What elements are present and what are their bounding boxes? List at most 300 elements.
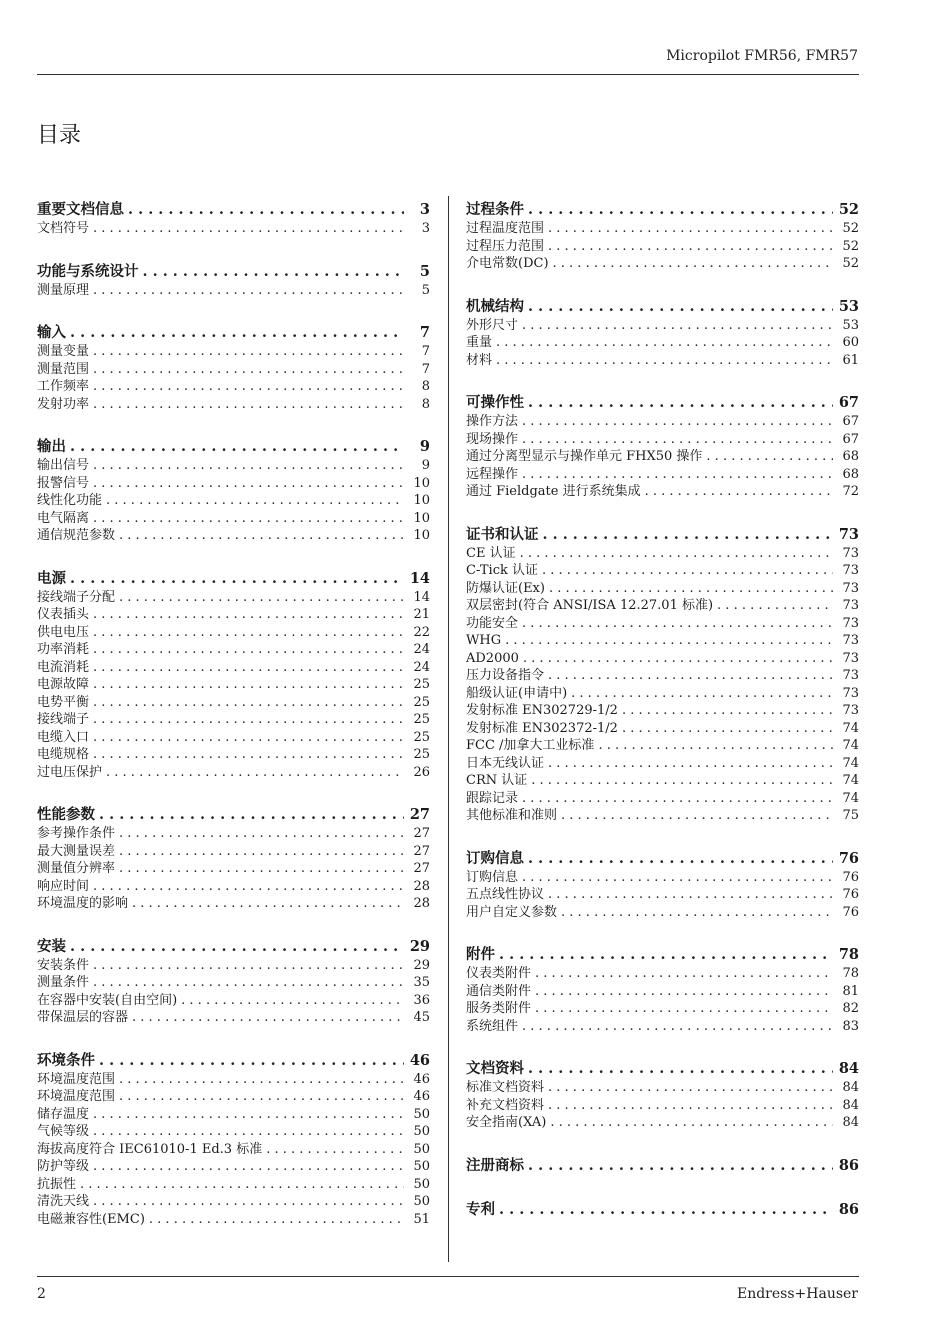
dot-leader — [549, 580, 833, 598]
column-divider — [448, 196, 449, 1262]
toc-entry-page: 83 — [842, 1018, 859, 1034]
toc-entry-page: 67 — [842, 414, 859, 429]
toc-entry-page: 67 — [842, 431, 859, 447]
toc-entry-page: 74 — [842, 755, 859, 771]
toc-entry-label: 电源故障 — [37, 677, 90, 692]
toc-entry-page: 10 — [413, 528, 430, 543]
toc-entry[interactable] — [37, 457, 430, 475]
toc-entry[interactable] — [37, 746, 430, 764]
toc-entry-label: 电势平衡 — [37, 694, 90, 710]
toc-entry-label: 重量 — [466, 335, 493, 350]
toc-entry[interactable] — [37, 825, 430, 843]
toc-entry-label: 参考操作条件 — [37, 826, 116, 841]
dot-leader — [93, 694, 404, 712]
toc-entry[interactable] — [37, 992, 430, 1010]
dot-leader — [93, 361, 404, 379]
toc-entry[interactable] — [466, 317, 859, 335]
toc-entry-page: 51 — [413, 1211, 430, 1227]
toc-entry-label: 供电电压 — [37, 624, 90, 640]
dot-leader — [93, 510, 404, 528]
toc-entry-page: 24 — [413, 659, 430, 675]
toc-entry-label: 防爆认证(Ex) — [466, 580, 545, 596]
toc-entry[interactable] — [37, 895, 430, 913]
toc-entry-page: 9 — [419, 438, 430, 455]
toc-entry-page: 29 — [409, 937, 430, 955]
dot-leader — [70, 569, 404, 589]
toc-entry[interactable] — [466, 352, 859, 370]
dot-leader — [550, 1114, 833, 1132]
document-title: Micropilot FMR56, FMR57 — [666, 48, 858, 64]
dot-leader — [93, 457, 404, 475]
toc-left-column — [37, 200, 430, 1228]
toc-section-heading[interactable] — [466, 525, 859, 545]
toc-entry-label: 电磁兼容性(EMC) — [37, 1211, 145, 1227]
dot-leader — [143, 262, 405, 282]
toc-entry-page: 84 — [842, 1080, 859, 1095]
toc-entry[interactable] — [466, 650, 859, 668]
dot-leader — [106, 492, 404, 510]
toc-entry-label: 文档符号 — [37, 221, 90, 236]
toc-entry-label: 过程压力范围 — [466, 238, 545, 254]
toc-entry-page: 3 — [419, 201, 430, 218]
toc-entry-label: 订购信息 — [466, 869, 519, 885]
toc-entry-page: 5 — [421, 282, 430, 298]
toc-entry[interactable] — [37, 396, 430, 414]
toc-entry-label: 电缆规格 — [37, 747, 90, 762]
toc-section-heading[interactable] — [466, 945, 859, 965]
brand-name: Endress+Hauser — [736, 1286, 858, 1302]
toc-entry[interactable] — [466, 720, 859, 738]
dot-leader — [93, 878, 404, 896]
toc-entry-page: 76 — [842, 904, 859, 920]
toc-entry-label: 气候等级 — [37, 1124, 90, 1139]
toc-entry[interactable] — [466, 886, 859, 904]
dot-leader — [93, 1106, 404, 1124]
toc-entry-page: 10 — [413, 510, 430, 526]
dot-leader — [528, 1059, 833, 1079]
toc-entry-page: 3 — [421, 221, 430, 236]
toc-entry[interactable] — [37, 729, 430, 747]
toc-section — [466, 297, 859, 370]
footer-rule — [37, 1276, 859, 1277]
toc-entry[interactable] — [37, 589, 430, 607]
toc-entry-label: 服务类附件 — [466, 1001, 532, 1016]
toc-entry-page: 68 — [842, 449, 859, 464]
toc-entry[interactable] — [37, 641, 430, 659]
toc-entry-label: 安装条件 — [37, 957, 90, 973]
toc-entry-page: 22 — [413, 624, 430, 640]
toc-entry-page: 29 — [413, 957, 430, 973]
dot-leader — [119, 825, 404, 843]
toc-section-heading[interactable] — [37, 262, 430, 282]
toc-section — [37, 805, 430, 913]
dot-leader — [119, 1071, 404, 1089]
toc-entry-page: 25 — [413, 694, 430, 710]
toc-entry-label: 日本无线认证 — [466, 755, 545, 771]
toc-entry-label: 其他标准和准则 — [466, 808, 558, 823]
dot-leader — [520, 545, 833, 563]
toc-entry-page: 28 — [413, 896, 430, 911]
toc-entry-label: 储存温度 — [37, 1106, 90, 1122]
dot-leader — [548, 1079, 833, 1097]
toc-entry[interactable] — [466, 334, 859, 352]
toc-entry[interactable] — [37, 378, 430, 396]
toc-entry-label: 环境温度的影响 — [37, 896, 129, 911]
toc-entry-page: 73 — [842, 650, 859, 666]
toc-entry-page: 10 — [413, 493, 430, 508]
toc-entry[interactable] — [466, 1114, 859, 1132]
toc-entry[interactable] — [466, 1000, 859, 1018]
toc-entry-page: 36 — [413, 992, 430, 1008]
toc-entry-page: 52 — [838, 201, 859, 218]
toc-entry-label: 材料 — [466, 352, 493, 368]
toc-entry[interactable] — [466, 772, 859, 790]
toc-entry-label: 接线端子分配 — [37, 589, 116, 605]
toc-entry[interactable] — [37, 1176, 430, 1194]
toc-entry[interactable] — [466, 448, 859, 466]
toc-section-heading[interactable] — [37, 200, 430, 220]
toc-entry[interactable] — [466, 1079, 859, 1097]
dot-leader — [93, 746, 404, 764]
toc-entry[interactable] — [37, 764, 430, 782]
toc-entry-page: 78 — [838, 946, 859, 963]
toc-section-heading[interactable] — [466, 1059, 859, 1079]
toc-entry-page: 84 — [838, 1060, 859, 1077]
dot-leader — [535, 983, 833, 1001]
dot-leader — [93, 220, 404, 238]
toc-entry[interactable] — [466, 238, 859, 256]
dot-leader — [543, 525, 834, 545]
toc-entry-label: 标准文档资料 — [466, 1080, 545, 1095]
dot-leader — [522, 790, 833, 808]
toc-section-heading[interactable] — [37, 1051, 430, 1071]
toc-entry-label: 防护等级 — [37, 1159, 90, 1174]
toc-entry[interactable] — [37, 659, 430, 677]
toc-entry[interactable] — [466, 431, 859, 449]
dot-leader — [119, 843, 404, 861]
toc-section — [466, 945, 859, 1035]
toc-entry-page: 28 — [413, 878, 430, 894]
dot-leader — [93, 1193, 404, 1211]
toc-entry-page: 50 — [413, 1124, 430, 1139]
toc-entry-page: 81 — [842, 983, 859, 999]
toc-entry[interactable] — [466, 615, 859, 633]
toc-right-column — [466, 200, 859, 1220]
dot-leader — [93, 282, 404, 300]
toc-entry[interactable] — [466, 702, 859, 720]
toc-entry[interactable] — [466, 545, 859, 563]
toc-entry[interactable] — [37, 1211, 430, 1229]
dot-leader — [119, 527, 404, 545]
toc-entry-page: 35 — [413, 975, 430, 990]
toc-entry[interactable] — [466, 737, 859, 755]
toc-entry[interactable] — [37, 1193, 430, 1211]
toc-entry[interactable] — [466, 755, 859, 773]
toc-entry[interactable] — [466, 1018, 859, 1036]
toc-entry[interactable] — [37, 1141, 430, 1159]
dot-leader — [119, 589, 404, 607]
toc-entry-page: 74 — [842, 790, 859, 806]
toc-entry[interactable] — [37, 282, 430, 300]
toc-entry[interactable] — [466, 685, 859, 703]
toc-entry[interactable] — [37, 361, 430, 379]
dot-leader — [548, 1097, 833, 1115]
toc-entry[interactable] — [466, 632, 859, 650]
toc-entry-page: 14 — [409, 569, 430, 587]
toc-section — [466, 1200, 859, 1220]
toc-entry[interactable] — [37, 974, 430, 992]
toc-entry[interactable] — [37, 1088, 430, 1106]
toc-entry-label: 系统组件 — [466, 1018, 519, 1034]
toc-entry[interactable] — [466, 807, 859, 825]
toc-entry[interactable] — [37, 860, 430, 878]
toc-entry-page: 50 — [413, 1176, 430, 1192]
toc-entry[interactable] — [37, 343, 430, 361]
toc-entry-page: 86 — [838, 1156, 859, 1174]
toc-section-heading[interactable] — [466, 200, 859, 220]
toc-entry-label: 过程条件 — [466, 201, 524, 218]
toc-entry-label: 船级认证(申请中) — [466, 685, 568, 701]
toc-entry-label: 抗振性 — [37, 1176, 77, 1192]
dot-leader — [93, 729, 404, 747]
dot-leader — [561, 807, 833, 825]
toc-entry-label: 电流消耗 — [37, 659, 90, 675]
toc-entry[interactable] — [37, 492, 430, 510]
toc-entry[interactable] — [37, 1123, 430, 1141]
dot-leader — [132, 1009, 404, 1027]
toc-entry-label: 电缆入口 — [37, 729, 90, 745]
dot-leader — [528, 849, 833, 869]
toc-entry-page: 50 — [413, 1141, 430, 1157]
dot-leader — [119, 860, 404, 878]
dot-leader — [548, 220, 833, 238]
toc-entry[interactable] — [37, 957, 430, 975]
toc-entry-label: 压力设备指令 — [466, 668, 545, 683]
toc-section-heading[interactable] — [466, 393, 859, 413]
toc-entry-page: 72 — [842, 484, 859, 499]
toc-entry[interactable] — [466, 1097, 859, 1115]
toc-section-heading[interactable] — [37, 437, 430, 457]
toc-entry-page: 52 — [842, 221, 859, 236]
toc-entry-label: 海拔高度符合 IEC61010-1 Ed.3 标准 — [37, 1141, 263, 1157]
dot-leader — [496, 352, 833, 370]
toc-entry-label: 测量原理 — [37, 282, 90, 298]
toc-entry-page: 52 — [842, 238, 859, 254]
toc-entry[interactable] — [466, 580, 859, 598]
toc-entry-label: 电源 — [37, 569, 66, 587]
dot-leader — [622, 720, 833, 738]
toc-section — [466, 849, 859, 922]
toc-entry[interactable] — [37, 475, 430, 493]
dot-leader — [528, 1156, 833, 1176]
dot-leader — [80, 1176, 404, 1194]
toc-entry-page: 73 — [842, 545, 859, 561]
toc-entry-page: 27 — [413, 843, 430, 859]
toc-entry-label: 远程操作 — [466, 466, 519, 482]
toc-entry[interactable] — [466, 255, 859, 273]
toc-entry-label: CRN 认证 — [466, 773, 528, 788]
toc-entry-page: 9 — [421, 458, 430, 473]
toc-entry[interactable] — [37, 1106, 430, 1124]
toc-entry-page: 26 — [413, 764, 430, 780]
dot-leader — [548, 667, 833, 685]
dot-leader — [496, 334, 833, 352]
toc-section-heading[interactable] — [466, 1156, 859, 1176]
dot-leader — [93, 974, 404, 992]
dot-leader — [535, 965, 833, 983]
toc-entry-page: 84 — [842, 1097, 859, 1113]
toc-entry[interactable] — [466, 790, 859, 808]
toc-entry-page: 25 — [413, 747, 430, 762]
toc-section — [37, 323, 430, 413]
toc-section-heading[interactable] — [37, 323, 430, 343]
toc-entry[interactable] — [37, 711, 430, 729]
toc-section — [37, 200, 430, 238]
toc-entry-label: 仪表插头 — [37, 607, 90, 622]
toc-entry[interactable] — [37, 606, 430, 624]
toc-entry-page: 8 — [421, 379, 430, 394]
dot-leader — [93, 711, 404, 729]
toc-section — [37, 437, 430, 545]
toc-entry[interactable] — [466, 904, 859, 922]
toc-entry[interactable] — [37, 843, 430, 861]
toc-entry[interactable] — [466, 597, 859, 615]
toc-section-heading[interactable] — [37, 937, 430, 957]
toc-entry-label: 环境条件 — [37, 1051, 95, 1069]
toc-entry-label: FCC /加拿大工业标准 — [466, 738, 595, 753]
toc-entry[interactable] — [37, 1009, 430, 1027]
toc-entry-label: 附件 — [466, 946, 495, 963]
toc-entry-label: 介电常数(DC) — [466, 256, 549, 271]
toc-entry-label: 输出 — [37, 438, 66, 455]
dot-leader — [99, 805, 404, 825]
toc-entry[interactable] — [37, 878, 430, 896]
dot-leader — [93, 475, 404, 493]
toc-entry-page: 46 — [409, 1051, 430, 1069]
toc-entry-label: 环境温度范围 — [37, 1071, 116, 1087]
toc-entry[interactable] — [466, 965, 859, 983]
toc-entry-label: 通信类附件 — [466, 983, 532, 999]
toc-entry[interactable] — [466, 667, 859, 685]
toc-entry-page: 10 — [413, 475, 430, 491]
toc-entry-page: 45 — [413, 1010, 430, 1025]
toc-entry[interactable] — [466, 483, 859, 501]
toc-entry-label: CE 认证 — [466, 545, 516, 561]
toc-entry[interactable] — [37, 624, 430, 642]
dot-leader — [505, 632, 833, 650]
dot-leader — [70, 937, 404, 957]
toc-entry-label: 仪表类附件 — [466, 966, 532, 981]
dot-leader — [93, 606, 404, 624]
toc-entry[interactable] — [466, 466, 859, 484]
toc-entry-label: 发射标准 EN302729-1/2 — [466, 703, 618, 718]
toc-entry-label: 带保温层的容器 — [37, 1010, 129, 1025]
toc-entry-label: 测量值分辨率 — [37, 861, 116, 876]
dot-leader — [266, 1141, 404, 1159]
toc-section-heading[interactable] — [37, 805, 430, 825]
toc-entry-label: 测量变量 — [37, 344, 90, 359]
toc-entry-label: 专利 — [466, 1200, 495, 1218]
dot-leader — [531, 772, 833, 790]
toc-entry-label: WHG — [466, 633, 502, 648]
toc-entry-label: 报警信号 — [37, 475, 90, 491]
toc-entry-label: 双层密封(符合 ANSI/ISA 12.27.01 标准) — [466, 598, 714, 613]
dot-leader — [523, 650, 833, 668]
dot-leader — [70, 323, 404, 343]
toc-entry[interactable] — [37, 1071, 430, 1089]
toc-entry-page: 52 — [842, 256, 859, 271]
dot-leader — [522, 466, 833, 484]
toc-section-heading[interactable] — [466, 849, 859, 869]
toc-entry[interactable] — [466, 220, 859, 238]
toc-entry-page: 7 — [421, 344, 430, 359]
dot-leader — [522, 615, 833, 633]
toc-entry-label: 发射功率 — [37, 396, 90, 412]
toc-section-heading[interactable] — [466, 1200, 859, 1220]
toc-entry[interactable] — [466, 983, 859, 1001]
toc-entry[interactable] — [37, 510, 430, 528]
toc-entry[interactable] — [37, 1158, 430, 1176]
toc-entry-label: 操作方法 — [466, 414, 519, 429]
toc-entry-page: 60 — [842, 335, 859, 350]
toc-entry[interactable] — [37, 694, 430, 712]
toc-entry-label: 电气隔离 — [37, 510, 90, 526]
toc-entry[interactable] — [37, 676, 430, 694]
toc-section-heading[interactable] — [37, 569, 430, 589]
toc-entry-page: 67 — [838, 394, 859, 411]
dot-leader — [522, 413, 833, 431]
toc-section — [466, 1059, 859, 1132]
toc-entry-label: 补充文档资料 — [466, 1097, 545, 1113]
toc-entry[interactable] — [37, 527, 430, 545]
dot-leader — [548, 755, 833, 773]
toc-entry-page: 82 — [842, 1001, 859, 1016]
dot-leader — [522, 317, 833, 335]
toc-entry-page: 73 — [842, 668, 859, 683]
toc-entry-label: 机械结构 — [466, 297, 524, 315]
toc-section-heading[interactable] — [466, 297, 859, 317]
dot-leader — [571, 685, 833, 703]
toc-entry-label: 通过 Fieldgate 进行系统集成 — [466, 484, 641, 499]
toc-entry-label: 性能参数 — [37, 806, 95, 823]
toc-entry-page: 76 — [838, 849, 859, 867]
toc-entry-label: 五点线性协议 — [466, 887, 545, 902]
toc-entry-label: 通过分离型显示与操作单元 FHX50 操作 — [466, 449, 703, 464]
toc-entry-page: 7 — [419, 324, 430, 341]
toc-entry-page: 27 — [413, 826, 430, 841]
dot-leader — [149, 1211, 404, 1229]
dot-leader — [93, 1158, 404, 1176]
toc-entry[interactable] — [37, 220, 430, 238]
toc-entry-label: 外形尺寸 — [466, 317, 519, 333]
dot-leader — [528, 200, 833, 220]
dot-leader — [622, 702, 833, 720]
dot-leader — [499, 945, 833, 965]
toc-entry[interactable] — [466, 869, 859, 887]
toc-entry[interactable] — [466, 562, 859, 580]
toc-entry-page: 50 — [413, 1106, 430, 1122]
toc-entry-page: 46 — [413, 1089, 430, 1104]
toc-entry-page: 73 — [842, 598, 859, 613]
toc-entry-page: 74 — [842, 720, 859, 736]
dot-leader — [93, 396, 404, 414]
page-number: 2 — [37, 1286, 46, 1302]
toc-entry[interactable] — [466, 413, 859, 431]
toc-entry-page: 68 — [842, 466, 859, 482]
toc-section — [37, 569, 430, 782]
dot-leader — [535, 1000, 833, 1018]
toc-entry-label: 通信规范参数 — [37, 528, 116, 543]
